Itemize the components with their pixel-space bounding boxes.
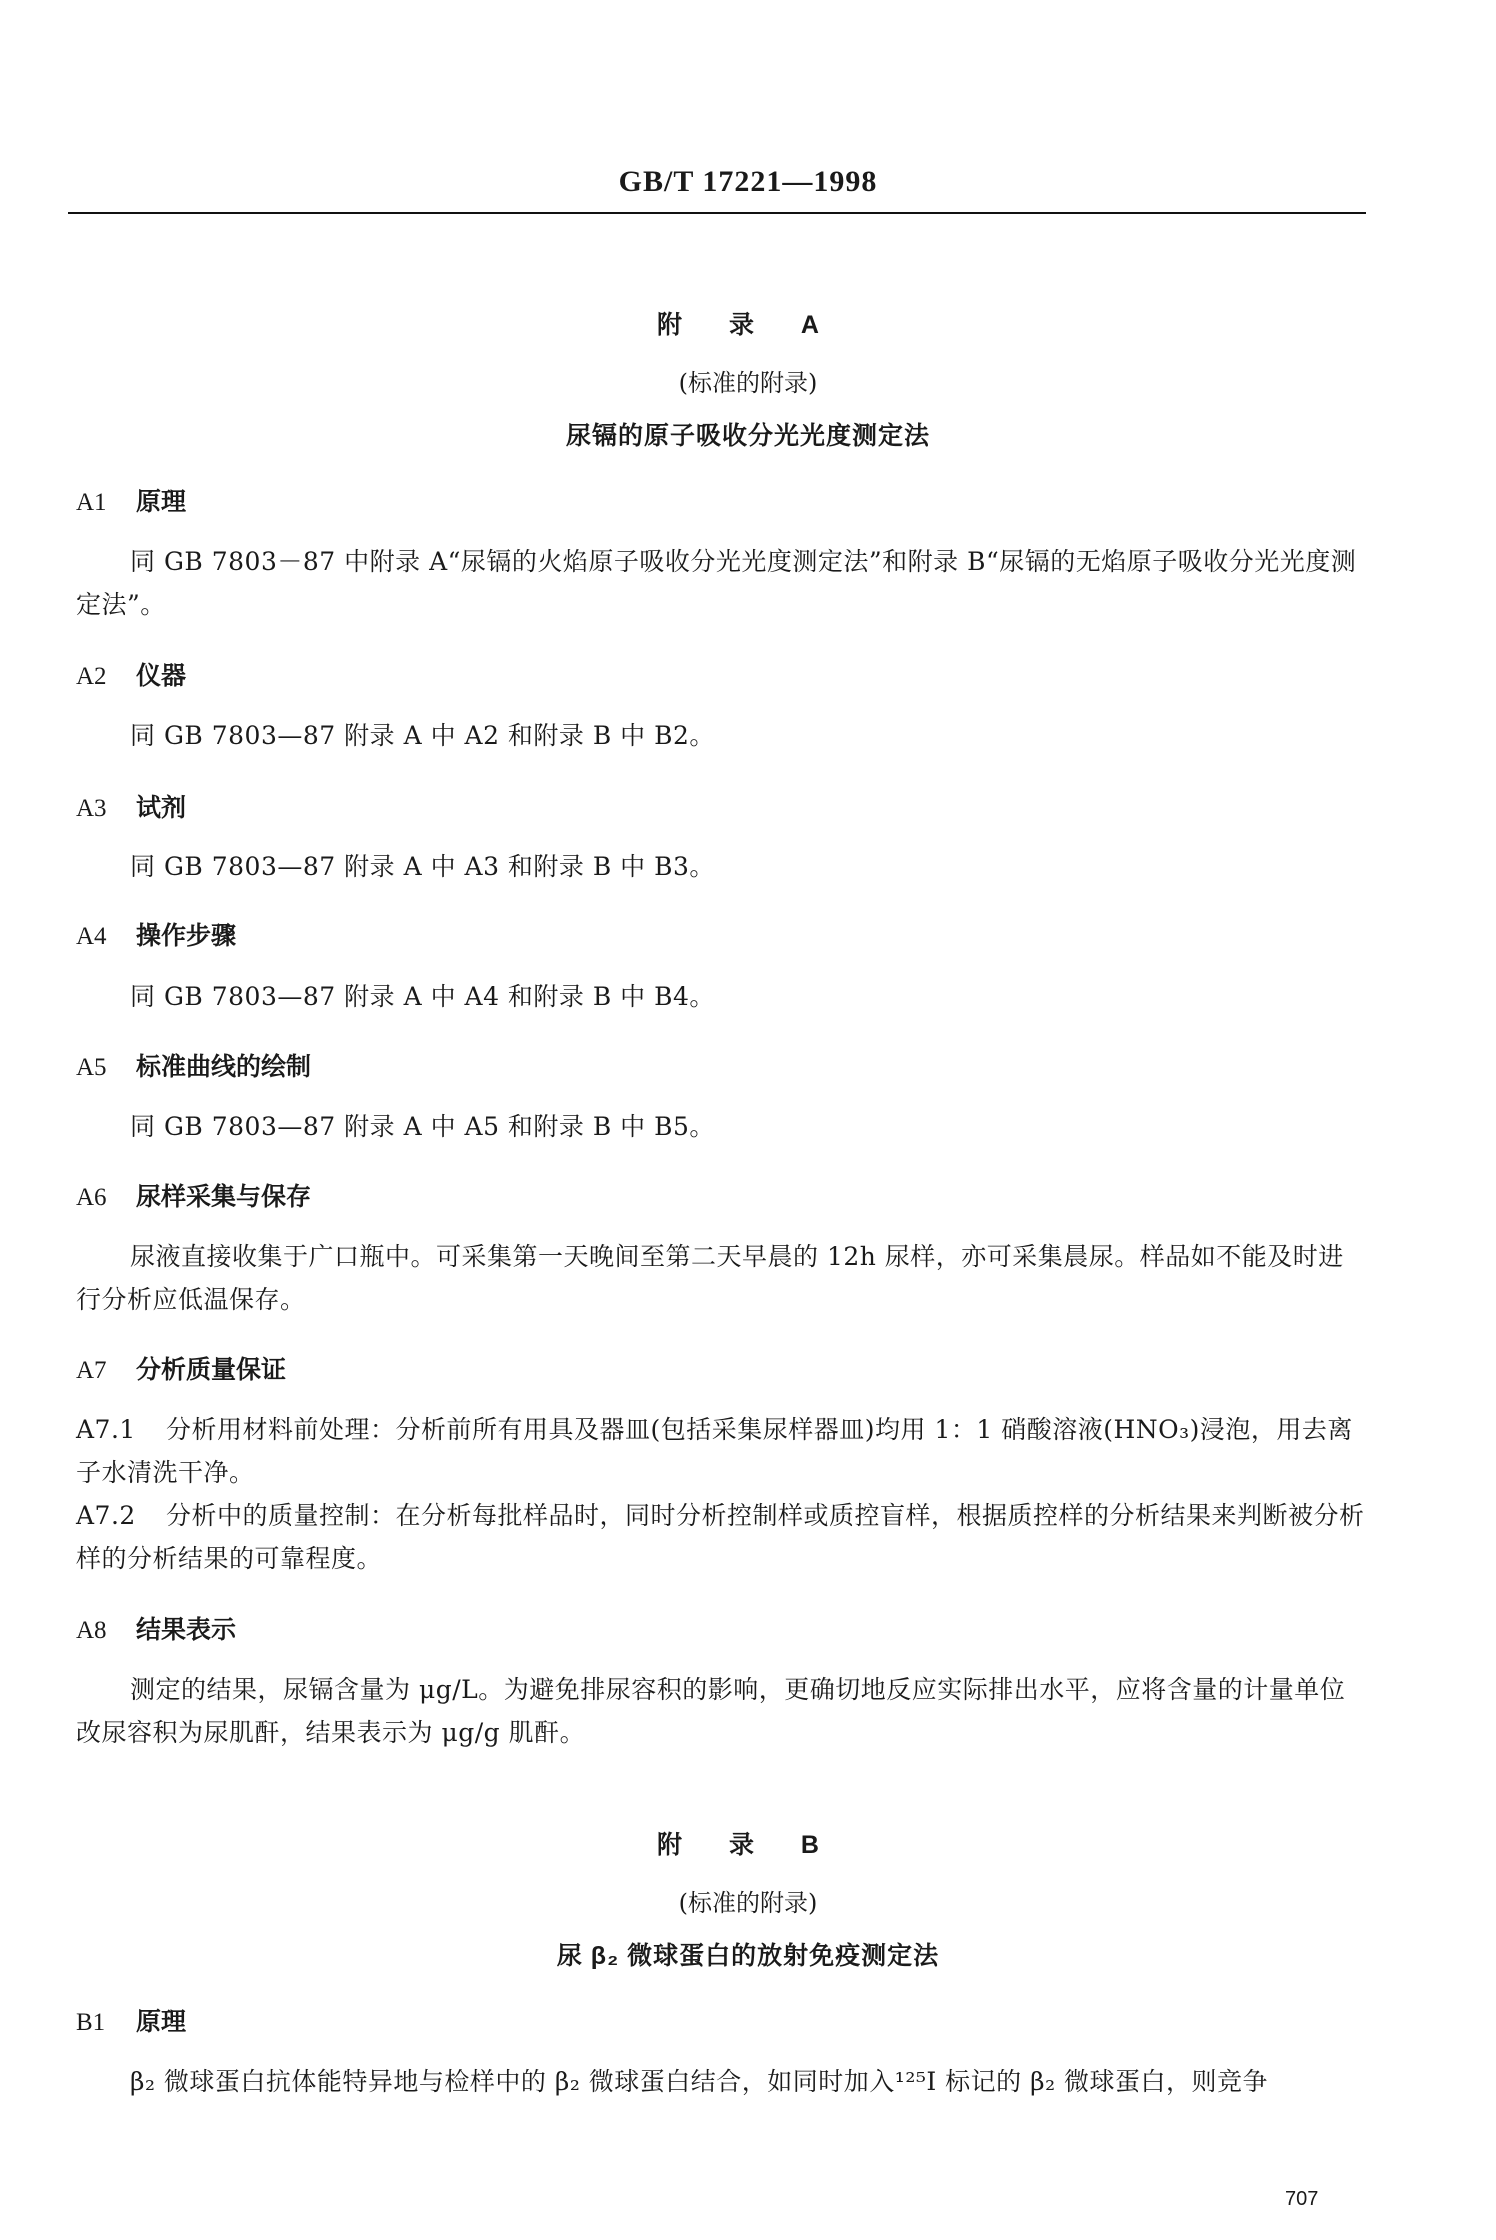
appendix-a-heading xyxy=(0,305,1496,452)
appendix-b-title: 附 录 B xyxy=(657,1831,839,1859)
standard-header: GB/T 17221—1998 xyxy=(618,165,878,198)
section-title: 原理 xyxy=(136,2008,187,2036)
section-number: A7 xyxy=(76,1357,107,1384)
subsection-a7-1 xyxy=(76,1408,1366,1494)
section-number: A8 xyxy=(76,1617,107,1644)
section-number: A4 xyxy=(76,923,107,950)
section-heading-a2 xyxy=(76,656,186,692)
appendix-b-name: 尿 β₂ 微球蛋白的放射免疫测定法 xyxy=(556,1942,940,1970)
section-title: 试剂 xyxy=(136,794,187,822)
section-text-a4: 同 GB 7803—87 附录 A 中 A4 和附录 B 中 B4。 xyxy=(130,982,715,1011)
section-title: 尿样采集与保存 xyxy=(136,1183,312,1211)
appendix-a-name: 尿镉的原子吸收分光光度测定法 xyxy=(565,422,930,450)
section-number: A1 xyxy=(76,489,107,516)
section-heading-a4 xyxy=(76,916,236,952)
section-text-a6: 尿液直接收集于广口瓶中。可采集第一天晚间至第二天早晨的 12h 尿样，亦可采集晨尿。样品如不能及时进行分析应低温保存。 xyxy=(76,1242,1344,1314)
section-number: A2 xyxy=(76,663,107,690)
header-rule xyxy=(68,212,1366,214)
page-number: 707 xyxy=(1285,2188,1319,2210)
section-text-b1: β₂ 微球蛋白抗体能特异地与检样中的 β₂ 微球蛋白结合，如同时加入¹²⁵I 标记的 β₂ 微球蛋白，则竞争 xyxy=(130,2067,1269,2096)
section-text-a5: 同 GB 7803—87 附录 A 中 A5 和附录 B 中 B5。 xyxy=(130,1112,715,1141)
subsection-text: 分析中的质量控制：在分析每批样品时，同时分析控制样或质控盲样，根据质控样的分析结果来判断被分析样的分析结果的可靠程度。 xyxy=(76,1501,1365,1573)
appendix-b-subtitle: (标准的附录) xyxy=(678,1889,818,1917)
section-heading-b1 xyxy=(76,2002,186,2038)
section-heading-a3 xyxy=(76,788,186,824)
section-heading-a8 xyxy=(76,1610,236,1646)
section-text-a3: 同 GB 7803—87 附录 A 中 A3 和附录 B 中 B3。 xyxy=(130,852,715,881)
appendix-a-subtitle: (标准的附录) xyxy=(678,369,818,397)
section-title: 分析质量保证 xyxy=(136,1356,287,1384)
subsection-number: A7.1 xyxy=(76,1415,136,1444)
section-number: A3 xyxy=(76,795,107,822)
appendix-b-heading xyxy=(0,1825,1496,1972)
section-heading-a5 xyxy=(76,1047,311,1083)
section-heading-a6 xyxy=(76,1177,311,1213)
section-heading-a1 xyxy=(76,482,186,518)
section-text-a8: 测定的结果，尿镉含量为 μg/L。为避免排尿容积的影响，更确切地反应实际排出水平，应将含量的计量单位改尿容积为尿肌酐，结果表示为 μg/g 肌酐。 xyxy=(76,1675,1346,1747)
section-title: 仪器 xyxy=(136,662,187,690)
section-title: 操作步骤 xyxy=(136,922,237,950)
appendix-a-title: 附 录 A xyxy=(657,311,839,339)
section-text-a2: 同 GB 7803—87 附录 A 中 A2 和附录 B 中 B2。 xyxy=(130,721,715,750)
subsection-number: A7.2 xyxy=(76,1501,136,1530)
subsection-a7-2 xyxy=(76,1494,1366,1580)
section-title: 标准曲线的绘制 xyxy=(136,1053,312,1081)
section-title: 结果表示 xyxy=(136,1616,237,1644)
section-title: 原理 xyxy=(136,488,187,516)
section-text-a1: 同 GB 7803－87 中附录 A“尿镉的火焰原子吸收分光光度测定法”和附录 B“尿镉的无焰原子吸收分光光度测定法”。 xyxy=(76,547,1357,619)
section-heading-a7 xyxy=(76,1350,286,1386)
section-number: A5 xyxy=(76,1054,107,1081)
section-number: A6 xyxy=(76,1184,107,1211)
section-number: B1 xyxy=(76,2009,106,2036)
subsection-text: 分析用材料前处理：分析前所有用具及器皿(包括采集尿样器皿)均用 1：1 硝酸溶液(HNO₃)浸泡，用去离子水清洗干净。 xyxy=(76,1415,1353,1487)
